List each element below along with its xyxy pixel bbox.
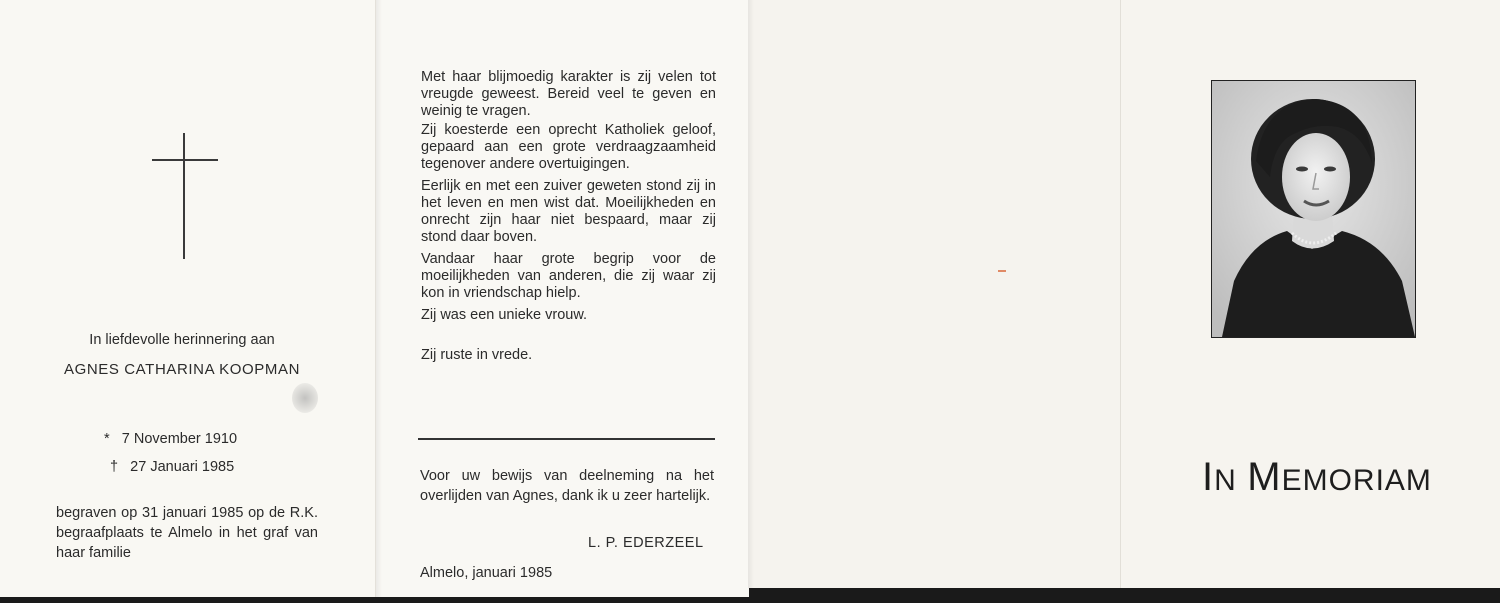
ink-smudge [292, 383, 318, 413]
deceased-name: AGNES CATHARINA KOOPMAN [63, 361, 301, 378]
back-cover [748, 0, 1120, 588]
cross-icon [183, 133, 185, 259]
fold-shadow [376, 0, 382, 597]
memorial-text [421, 69, 716, 329]
title-initial-2: M [1247, 455, 1282, 499]
death-symbol: † [110, 459, 119, 475]
birth-date-value: 7 November 1910 [121, 431, 238, 447]
death-date [110, 459, 234, 476]
memorial-paragraph: Zij was een unieke vrouw. [421, 307, 588, 323]
portrait-photo [1211, 80, 1416, 338]
fold-shadow [748, 0, 754, 588]
thanks-text: Voor uw bewijs van deelneming na het overlijden van Agnes, dank ik u zeer hartelijk. [420, 468, 714, 504]
death-date-value: 27 Januari 1985 [130, 459, 235, 475]
memorial-paragraph: Met haar blijmoedig karakter is zij velen tot vreugde geweest. Bereid veel te geven en weinig te vragen. [421, 69, 716, 119]
portrait-illustration [1212, 81, 1415, 337]
title-initial-1: I [1202, 455, 1215, 499]
title-rest-2: EMORIAM [1281, 464, 1432, 497]
title-rest-1: N [1214, 464, 1237, 497]
memorial-paragraph: Vandaar haar grote begrip voor de moeilijkheden van anderen, die zij waar zij kon in vriendschap hielp. [421, 251, 716, 301]
ink-spot [998, 270, 1006, 272]
right-inner-page [375, 0, 749, 597]
divider-line [418, 438, 715, 440]
signature: L. P. EDERZEEL [588, 535, 704, 551]
birth-date [104, 431, 237, 448]
in-memoriam-title [1202, 455, 1432, 500]
memorial-paragraph: Eerlijk en met een zuiver geweten stond zij in het leven en men wist dat. Moeilijkheden en onrecht zijn haar niet bespaard, maar zij stond daar boven. [421, 178, 716, 245]
burial-text: begraven op 31 januari 1985 op de R.K. begraafplaats te Almelo in het graf van haar familie [56, 505, 318, 561]
cross-icon-bar [152, 159, 218, 161]
place-date: Almelo, januari 1985 [420, 565, 553, 581]
rest-in-peace: Zij ruste in vrede. [421, 347, 533, 363]
memorial-paragraph: Zij koesterde een oprecht Katholiek geloof, gepaard aan een grote verdraagzaamheid tegenover andere overtuigingen. [421, 122, 716, 172]
intro-text: In liefdevolle herinnering aan [89, 332, 275, 348]
birth-symbol: * [104, 431, 110, 447]
